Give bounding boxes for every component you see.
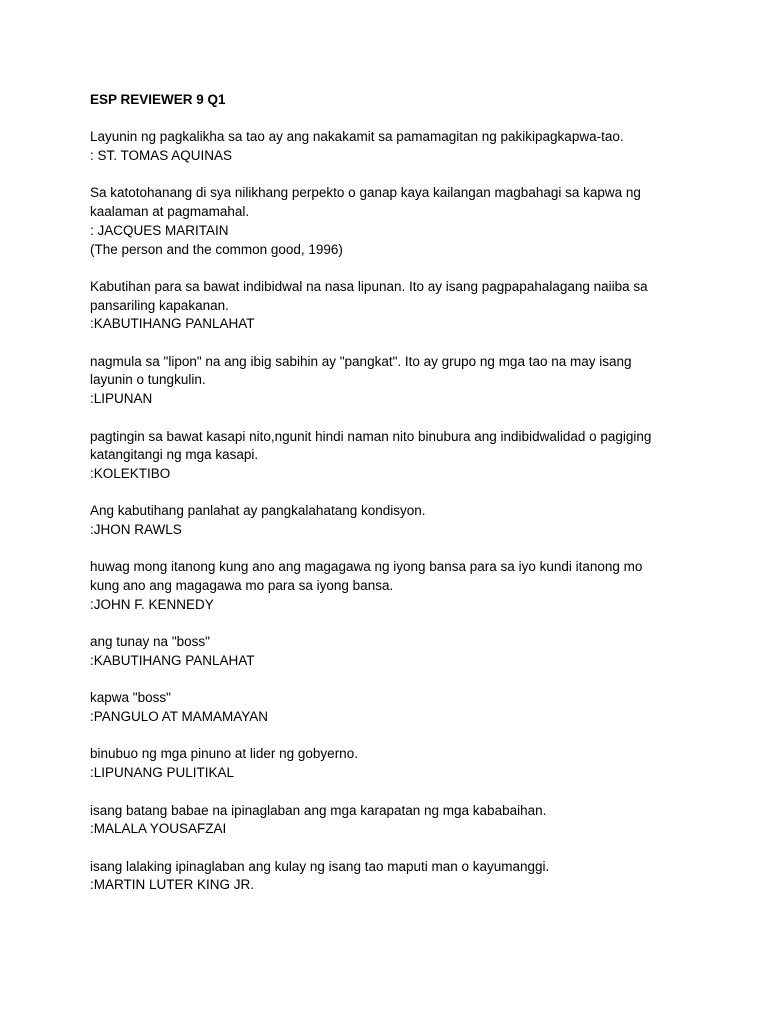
entry-line: binubuo ng mga pinuno at lider ng gobyerno. (90, 746, 358, 762)
entry-line: kung ano ang magagawa mo para sa iyong bansa. (90, 578, 394, 594)
document-page (90, 91, 690, 914)
entry-line: Ang kabutihang panlahat ay pangkalahatang kondisyon. (90, 503, 426, 519)
entry-line: (The person and the common good, 1996) (90, 241, 343, 257)
reviewer-entry (90, 558, 690, 614)
entry-line: :PANGULO AT MAMAMAYAN (90, 709, 269, 725)
entry-line: :JHON RAWLS (90, 522, 182, 538)
entry-line: nagmula sa "lipon" na ang ibig sabihin ay "pangkat". Ito ay grupo ng mga tao na may isang (90, 353, 632, 369)
entry-line: :KOLEKTIBO (90, 465, 171, 481)
entry-line: :JOHN F. KENNEDY (90, 596, 214, 612)
document-title: ESP REVIEWER 9 Q1 (90, 92, 226, 107)
entry-line: : ST. TOMAS AQUINAS (90, 148, 233, 164)
reviewer-entry (90, 858, 690, 895)
reviewer-entry (90, 428, 690, 484)
entry-line: layunin o tungkulin. (90, 372, 206, 388)
reviewer-entry (90, 128, 690, 165)
entry-line: :KABUTIHANG PANLAHAT (90, 652, 255, 668)
entry-line: kaalaman at pagmamahal. (90, 204, 250, 220)
entry-line: :LIPUNANG PULITIKAL (90, 765, 235, 781)
entry-line: kapwa "boss" (90, 690, 171, 706)
entry-line: :MALALA YOUSAFZAI (90, 821, 227, 837)
entry-line: Sa katotohanang di sya nilikhang perpekto o ganap kaya kailangan magbahagi sa kapwa ng (90, 185, 641, 201)
entry-line: : JACQUES MARITAIN (90, 222, 229, 238)
entry-line: huwag mong itanong kung ano ang magagawa ng iyong bansa para sa iyo kundi itanong mo (90, 559, 643, 575)
reviewer-entry (90, 745, 690, 782)
reviewer-entry (90, 184, 690, 259)
entry-line: katangitangi ng mga kasapi. (90, 447, 259, 463)
entry-line: pansariling kapakanan. (90, 297, 229, 313)
reviewer-entry (90, 802, 690, 839)
entry-line: Kabutihan para sa bawat indibidwal na nasa lipunan. Ito ay isang pagpapahalagang naiiba sa (90, 278, 648, 294)
entry-line: isang lalaking ipinaglaban ang kulay ng isang tao maputi man o kayumanggi. (90, 858, 550, 874)
reviewer-entry (90, 353, 690, 409)
entry-line: Layunin ng pagkalikha sa tao ay ang nakakamit sa pamamagitan ng pakikipagkapwa-tao. (90, 129, 624, 145)
entry-line: isang batang babae na ipinaglaban ang mga karapatan ng mga kababaihan. (90, 802, 547, 818)
entry-line: ang tunay na "boss" (90, 634, 210, 650)
entry-line: :LIPUNAN (90, 391, 153, 407)
reviewer-entry (90, 278, 690, 334)
entry-line: :KABUTIHANG PANLAHAT (90, 316, 255, 332)
entries-list (90, 128, 690, 895)
reviewer-entry (90, 633, 690, 670)
reviewer-entry (90, 689, 690, 726)
entry-line: :MARTIN LUTER KING JR. (90, 877, 255, 893)
reviewer-entry (90, 502, 690, 539)
entry-line: pagtingin sa bawat kasapi nito,ngunit hindi naman nito binubura ang indibidwalidad o pagiging (90, 428, 652, 444)
